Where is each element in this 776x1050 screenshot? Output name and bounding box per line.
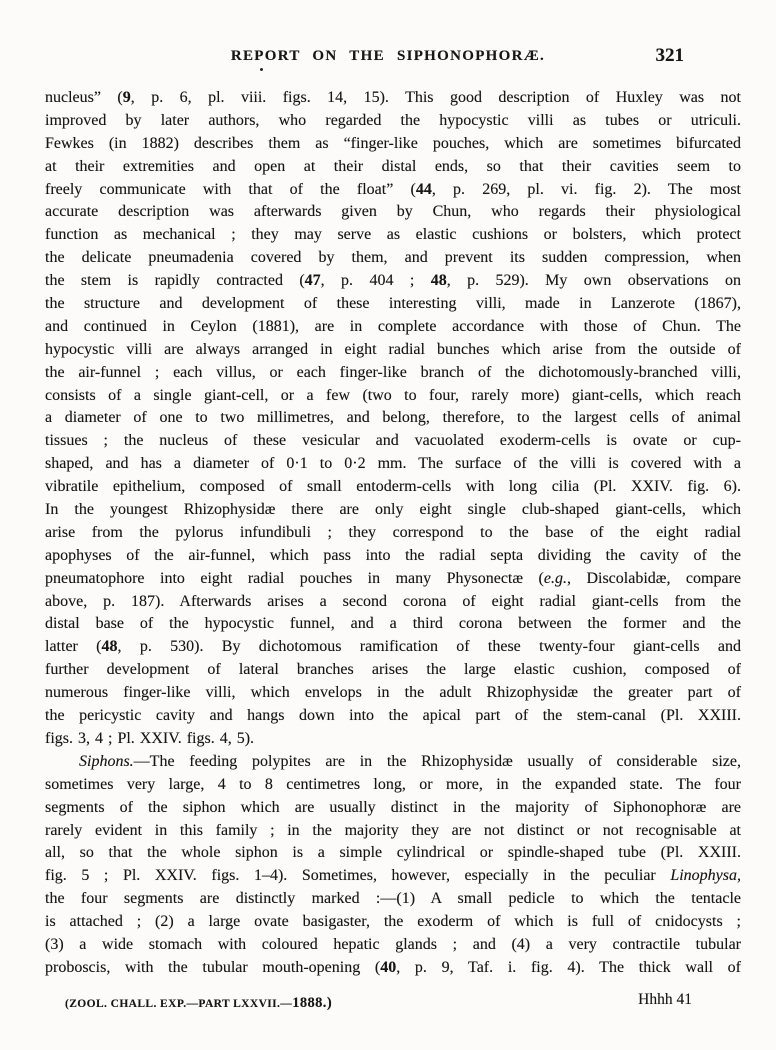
text-line: the four segments are distinctly marked :—(1) A small pedicle to which the tentacle — [45, 890, 741, 908]
text-line: distal base of the hypocystic funnel, and a third corona between the former and the — [45, 615, 741, 633]
text-line: Siphons.—The feeding polypites are in the Rhizophysidæ usually of considerable size, — [79, 752, 741, 770]
text-line: latter (48, p. 530). By dichotomous ramification of these twenty-four giant-cells and — [45, 638, 741, 656]
text-line: pneumatophore into eight radial pouches in many Physonectæ (e.g., Discolabidæ, compare — [45, 569, 741, 587]
imprint-series-text: (ZOOL. CHALL. EXP.—PART LXXVII.— — [65, 998, 293, 1010]
text-line: (3) a wide stomach with coloured hepatic glands ; and (4) a very contractile tubular — [45, 935, 741, 953]
running-title: REPORT ON THE SIPHONOPHORÆ. — [230, 48, 546, 64]
text-line: segments of the siphon which are usually distinct in the majority of Siphonophoræ are — [45, 798, 741, 816]
text-line: Fewkes (in 1882) describes them as “finger-like pouches, which are sometimes bifurcated — [45, 134, 741, 152]
page-body-text — [45, 87, 741, 980]
page-footer — [45, 991, 741, 1011]
text-line: In the youngest Rhizophysidæ there are only eight single club-shaped giant-cells, which — [45, 501, 741, 519]
text-line: apophyses of the air-funnel, which pass into the radial septa dividing the cavity of the — [45, 546, 741, 564]
text-line: at their extremities and open at their distal ends, so that their cavities seem to — [45, 157, 741, 175]
text-line: the structure and development of these interesting villi, made in Lanzerote (1867), — [45, 295, 741, 313]
text-line: freely communicate with that of the float” (44, p. 269, pl. vi. fig. 2). The most — [45, 180, 741, 198]
text-line: proboscis, with the tubular mouth-opening (40, p. 9, Taf. i. fig. 4). The thick wall of — [45, 958, 742, 976]
page-header — [0, 45, 776, 68]
page-number: 321 — [655, 45, 684, 66]
text-line: tissues ; the nucleus of these vesicular and vacuolated exoderm-cells is ovate or cup- — [45, 432, 741, 450]
text-line: the air-funnel ; each villus, or each finger-like branch of the dichotomously-branched villi, — [45, 363, 741, 381]
text-line: is attached ; (2) a large ovate basigaster, the exoderm of which is full of cnidocysts ; — [45, 913, 741, 931]
text-line: further development of lateral branches arises the large elastic cushion, composed of — [45, 661, 741, 679]
text-line: above, p. 187). Afterwards arises a second corona of eight radial giant-cells from the — [45, 592, 741, 610]
text-line: all, so that the whole siphon is a simple cylindrical or spindle-shaped tube (Pl. XXIII. — [45, 844, 741, 862]
text-line: numerous finger-like villi, which envelops in the adult Rhizophysidæ the greater part of — [45, 684, 741, 702]
text-line: the pericystic cavity and hangs down into the apical part of the stem-canal (Pl. XXIII. — [45, 707, 741, 725]
text-line: the delicate pneumadenia covered by them, and prevent its sudden compression, when — [45, 249, 741, 267]
text-line: consists of a single giant-cell, or a few (two to four, rarely more) giant-cells, which reach — [45, 386, 741, 404]
text-line: improved by later authors, who regarded the hypocystic villi as tubes or utriculi. — [45, 111, 741, 129]
series-imprint — [65, 994, 332, 1012]
text-line: function as mechanical ; they may serve as elastic cushions or bolsters, which protect — [45, 226, 741, 244]
ink-speck — [260, 68, 263, 71]
text-line: a diameter of one to two millimetres, and belong, therefore, to the largest cells of animal — [45, 409, 741, 427]
text-line: sometimes very large, 4 to 8 centimetres long, or more, in the expanded state. The four — [45, 775, 741, 793]
text-line: vibratile epithelium, composed of small entoderm-cells with long cilia (Pl. XXIV. fig. 6). — [45, 478, 741, 496]
text-line: hypocystic villi are always arranged in eight radial bunches which arise from the outside of — [45, 340, 741, 358]
text-line: accurate description was afterwards given by Chun, who regards their physiological — [45, 203, 741, 221]
text-line: and continued in Ceylon (1881), are in complete accordance with those of Chun. The — [45, 317, 741, 335]
text-line: the stem is rapidly contracted (47, p. 404 ; 48, p. 529). My own observations on — [45, 272, 742, 290]
text-line: shaped, and has a diameter of 0·1 to 0·2 mm. The surface of the villi is covered with a — [45, 455, 741, 473]
text-line: arise from the pylorus infundibuli ; they correspond to the base of the eight radial — [45, 523, 741, 541]
imprint-year: 1888.) — [292, 995, 333, 1011]
printer-signature-mark: Hhhh 41 — [638, 991, 692, 1008]
text-line: figs. 3, 4 ; Pl. XXIV. figs. 4, 5). — [45, 729, 255, 747]
text-line: rarely evident in this family ; in the majority they are not distinct or not recognisable at — [45, 821, 741, 839]
text-line: nucleus” (9, p. 6, pl. viii. figs. 14, 15). This good description of Huxley was not — [45, 89, 741, 106]
text-line: fig. 5 ; Pl. XXIV. figs. 1–4). Sometimes, however, especially in the peculiar Linophysa, — [45, 867, 741, 885]
